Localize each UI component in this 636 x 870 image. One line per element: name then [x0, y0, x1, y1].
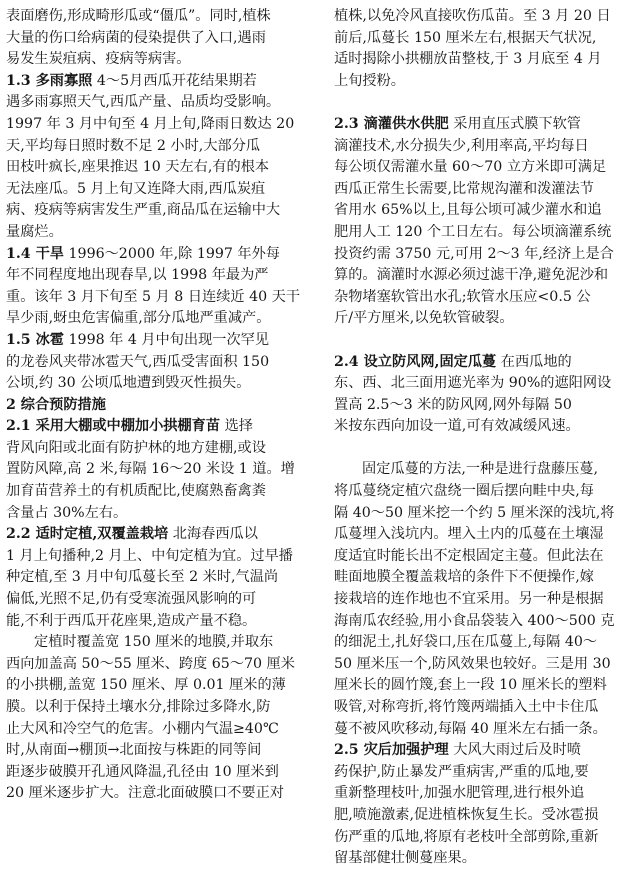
right-column-line: 药保护,防止暴发严重病害,严重的瓜地,要	[334, 763, 589, 780]
left-column-line	[6, 395, 310, 417]
left-column	[6, 6, 310, 805]
left-column-line: 种定植,至 3 月中旬瓜蔓长至 2 米时,气温尚	[6, 569, 279, 586]
right-column-line: 将瓜蔓绕定植穴盘绕一圈后摆向畦中央,每	[334, 483, 594, 500]
right-column-line: 接栽培的连作地也不宜采用。另一种是根据	[334, 591, 604, 608]
right-column-line: 50 厘米压一个,防风效果也较好。三是用 30	[334, 655, 611, 672]
right-column-line: 西瓜正常生长需要,比常规沟灌和泼灌法节	[334, 180, 594, 197]
right-column-line	[334, 438, 632, 460]
right-column-line: 畦面地膜全覆盖栽培的条件下不便操作,嫁	[334, 569, 594, 586]
right-column-line: 置高 2.5～3 米的防风网,网外每隔 50	[334, 396, 572, 413]
left-column-line: 病、疫病等病害发生严重,商品瓜在运输中大	[6, 202, 281, 219]
left-column-line: 能,不利于西瓜开花座果,造成产量不稳。	[6, 612, 257, 629]
left-column-line: 膜。以利于保持土壤水分,排除过多降水,防	[6, 699, 271, 715]
left-column-line: 旱少雨,蚜虫危害偏重,部分瓜地严重减产。	[6, 310, 271, 327]
right-column-line: 上旬授粉。	[334, 72, 405, 89]
right-column-line: 滴灌技术,水分损失少,利用率高,平均每日	[334, 137, 589, 154]
right-column-line: 的细泥土,扎好袋口,压在瓜蔓上,每隔 40～	[334, 634, 598, 651]
left-column-line: 时,从南面→棚顶→北面按与株距的同等间	[6, 742, 262, 759]
right-column-line: 省用水 65%以上,且每公顷可减少灌水和追	[334, 202, 602, 219]
right-column-line: 投资约需 3750 元,可用 2～3 年,经济上是合	[334, 245, 614, 262]
left-column-line: 定植时覆盖宽 150 厘米的地膜,并取东	[34, 634, 274, 651]
section-heading: 1.3 多雨寡照	[6, 72, 93, 89]
left-column-line: 年不同程度地出现春旱,以 1998 年最为严	[6, 267, 269, 284]
right-column-line: 2.5 灾后加强护理 大风大雨过后及时喷	[334, 742, 581, 759]
left-column-line: 2.1 采用大棚或中棚加小拱棚育苗 选择	[6, 418, 253, 435]
right-column-line: 厘米长的圆竹篾,套上一段 10 厘米长的塑料	[334, 677, 607, 694]
left-column-line: 偏低,光照不足,仍有受寒流强风影响的可	[6, 591, 257, 608]
left-column-line: 1 月上旬播种,2 月上、中旬定植为宜。过早播	[6, 547, 293, 564]
left-column-line: 置防风障,高 2 米,每隔 16～20 米设 1 道。增	[6, 461, 295, 478]
left-column-line: 2.2 适时定植,双覆盖栽培 北海春西瓜以	[6, 526, 258, 543]
left-column-line: 易发生炭疽病、疫病等病害。	[6, 51, 191, 68]
left-column-line: 重。该年 3 月下旬至 5 月 8 日连续近 40 天干	[6, 288, 301, 305]
right-column-line	[334, 92, 632, 114]
left-column-line: 1.3 多雨寡照 4～5月西瓜开花结果期若	[6, 72, 257, 89]
left-column-line: 公顷,约 30 公顷瓜地遭到毁灭性损失。	[6, 375, 251, 392]
left-column-line: 的小拱棚,盖宽 150 厘米、厚 0.01 厘米的薄	[6, 677, 286, 694]
left-column-line: 天,平均每日照时数不足 2 小时,大部分瓜	[6, 137, 261, 154]
right-column-line: 蔓不被风吹移动,每隔 40 厘米左右插一条。	[334, 720, 607, 737]
right-column	[334, 6, 632, 870]
right-column-line	[334, 330, 632, 352]
left-column-line: 田枝叶疯长,座果推迟 10 天左右,有的根本	[6, 159, 270, 176]
right-column-line: 东、西、北三面用遮光率为 90%的遮阳网设	[334, 375, 612, 392]
right-column-line: 2.3 滴灌供水供肥 采用直压式膜下软管	[334, 115, 581, 132]
right-column-line: 瓜蔓埋入浅坑内。埋入土内的瓜蔓在土壤湿	[334, 526, 604, 543]
left-column-line: 1.5 冰雹 1998 年 4 月中旬出现一次罕见	[6, 331, 270, 348]
right-column-line: 海南瓜农经验,用小食品袋装入 400～500 克	[334, 612, 615, 629]
right-column-line: 斤/平方厘米,以免软管破裂。	[334, 310, 514, 327]
section-heading: 1.4 干旱	[6, 245, 64, 262]
right-column-line: 留基部健壮侧蔓座果。	[334, 850, 476, 867]
right-column-line: 每公顷仅需灌水量 60～70 立方米即可满足	[334, 159, 607, 176]
left-column-line: 加育苗营养土的有机质配比,使腐熟畜禽粪	[6, 483, 266, 500]
left-column-line: 表面磨伤,形成畸形瓜或“僵瓜”。同时,植株	[6, 8, 271, 24]
left-column-line: 背风向阳或北面有防护林的地方建棚,或设	[6, 439, 266, 456]
left-column-line: 遇多雨寡照天气,西瓜产量、品质均受影响。	[6, 94, 281, 111]
right-column-line: 杂物堵塞软管出水孔;软管水压应<0.5 公	[334, 288, 591, 305]
section-heading: 2 综合预防措施	[6, 396, 106, 413]
section-heading: 1.5 冰雹	[6, 331, 64, 348]
right-column-line: 植株,以免冷风直接吹伤瓜苗。至 3 月 20 日	[334, 8, 611, 24]
section-heading: 2.4 设立防风网,固定瓜蔓	[334, 353, 497, 370]
right-column-line: 度适宜时能长出不定根固定主蔓。但此法在	[334, 547, 604, 564]
section-heading: 2.3 滴灌供水供肥	[334, 115, 449, 132]
left-column-line: 20 厘米逐步扩大。注意北面破膜口不要正对	[6, 785, 284, 802]
right-column-line: 适时揭除小拱棚放苗整枝,于 3 月底至 4 月	[334, 51, 602, 68]
section-heading: 2.5 灾后加强护理	[334, 742, 449, 759]
left-column-line: 无法座瓜。5 月上旬又连降大雨,西瓜炭疽	[6, 180, 266, 197]
left-column-line: 含量占 30%左右。	[6, 504, 128, 521]
left-column-line: 1.4 干旱 1996～2000 年,除 1997 年外每	[6, 245, 280, 262]
left-column-line: 大量的伤口给病菌的侵染提供了入口,遇雨	[6, 29, 266, 46]
right-column-line: 肥用人工 120 个工日左右。每公顷滴灌系统	[334, 223, 612, 240]
section-heading: 2.1 采用大棚或中棚加小拱棚育苗	[6, 418, 221, 435]
right-column-line: 隔 40～50 厘米挖一个约 5 厘米深的浅坑,将	[334, 504, 615, 521]
left-column-line: 止大风和冷空气的危害。小棚内气温≥40℃	[6, 720, 279, 737]
right-column-line: 2.4 设立防风网,固定瓜蔓 在西瓜地的	[334, 353, 572, 370]
left-column-line: 1997 年 3 月中旬至 4 月上旬,降雨日数达 20	[6, 115, 295, 132]
right-column-line: 肥,喷施激素,促进植株恢复生长。受冰雹损	[334, 806, 599, 823]
right-column-line: 算的。滴灌时水源必须过滤干净,避免泥沙和	[334, 267, 609, 284]
right-column-line: 米按东西向加设一道,可有效减缓风速。	[334, 418, 580, 435]
left-column-line: 的龙卷风夹带冰雹天气,西瓜受害面积 150	[6, 353, 270, 370]
left-column-line: 距逐步破膜开孔通风降温,孔径由 10 厘米到	[6, 763, 279, 780]
right-column-line: 伤严重的瓜地,将原有老枝叶全部剪除,重新	[334, 828, 599, 845]
right-column-line: 固定瓜蔓的方法,一种是进行盘藤压蔓,	[362, 461, 599, 478]
left-column-line: 西向加盖高 50～55 厘米、跨度 65～70 厘米	[6, 655, 295, 672]
section-heading: 2.2 适时定植,双覆盖栽培	[6, 526, 169, 543]
right-column-line: 重新整理枝叶,加强水肥管理,进行根外追	[334, 785, 585, 802]
right-column-line: 前后,瓜蔓长 150 厘米左右,根据天气状况,	[334, 29, 597, 46]
left-column-line: 量腐烂。	[6, 223, 63, 240]
right-column-line: 吸管,对称弯折,将竹篾两端插入土中卡住瓜	[334, 699, 599, 715]
